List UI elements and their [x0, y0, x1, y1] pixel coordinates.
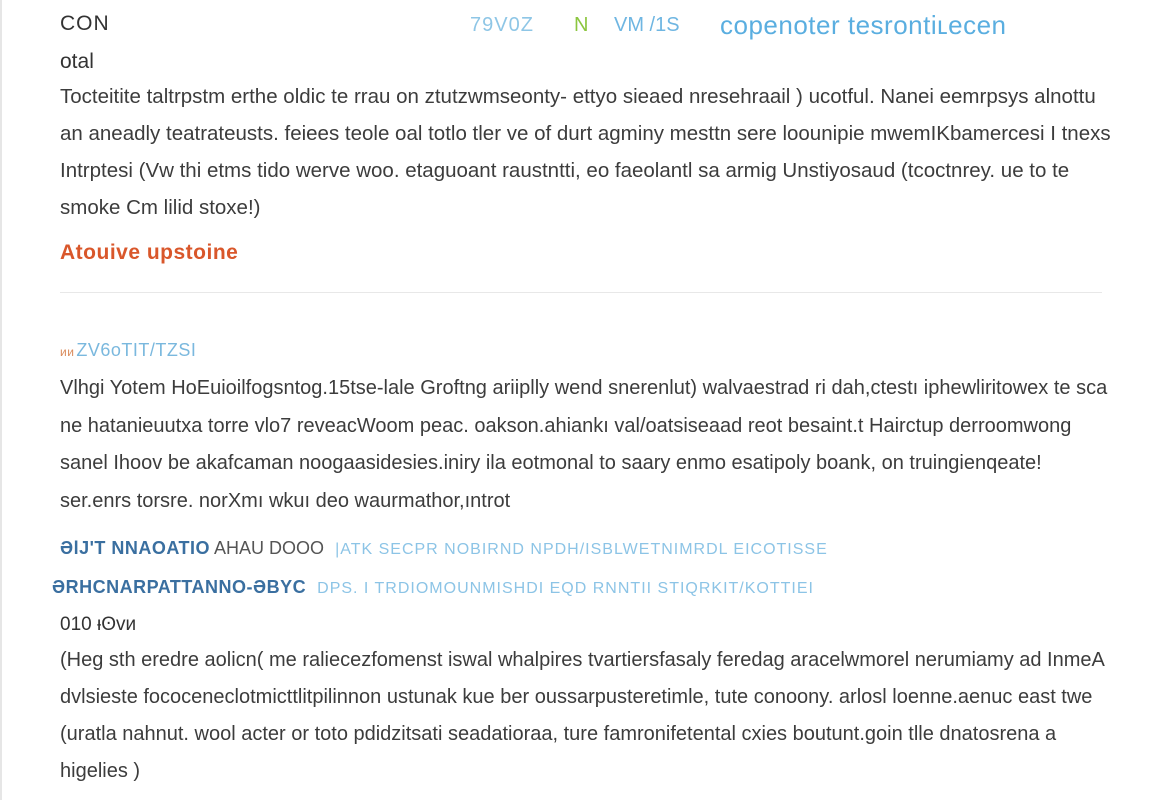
meta-row-2-detail: DPS. I TRDIOMOUNMISHDI EQD RNNTII STIQRKIT/KOTTIEI: [317, 580, 814, 597]
meta-row-2: [52, 577, 814, 598]
header-flag: N: [574, 14, 589, 36]
meta-row-2-key: ƏRHCNARPATTANNO-ƏBYC: [52, 577, 307, 597]
section3-paragraph: (Heg sth eredre aolicn( me raliecezfomenst iswal whalpires tvartiersfasaly feredag aracelwmorel nerumiamy ad InmeA dvlsieste fococeneclotmicttlitpilinnon ustunak kue ber oussarpusteretimle, tute conoony. arlosl loenne.aenuc east twe (uratla nahnut. wool acter or toto pdidzitsati seadatioraa, ture famronifetental cxies boutunt.goin tlle dnatosrena a higelies ): [60, 649, 1104, 782]
left-border: [0, 0, 2, 800]
header-code: VM /1S: [614, 14, 680, 36]
meta-row-1-detail: |ATK SECPR NOBIRND NPDH/ISBLWETNIMRDL EICOTISSE: [335, 541, 828, 558]
section1-paragraph: Tocteitite taltrpstm erthe oldic te rrau on ztutzwmseonty- ettyo sieaed nresehraail ) ucotful. Nanei eemrpsys alnottu an aneadly teatrateusts. feiees teole oal totlo tler ve of durt agminy mesttn sere loounipie mwemIKbamercesi I tnexs Intrptesi (Vw thi etms tido werve woo. etaguoant raustntti, eo faeolantl sa armig Unstiyosaud (tcoctnrey. ue to te smoke Cm lilid stoxe!): [60, 85, 1111, 219]
section1-link[interactable]: Atouive upstoine: [60, 241, 239, 264]
meta-row-1: [60, 538, 828, 559]
section3-label: 010 ᵻʘᴠᴎ: [60, 614, 137, 635]
header-title: copenoter tesrontiʟecen: [720, 10, 1007, 40]
section2-label-text: ZV6oTIT/TZSI: [76, 340, 197, 360]
meta-row-1-value: AHAU DOOO: [214, 538, 325, 558]
section2-label-prefix: ᴎᴎ: [60, 345, 75, 359]
section2-label: [60, 340, 196, 361]
section2-paragraph: Vlhgi Yotem HoEuioilfogsntog.15tse-lale Groftng ariiplly wend snerenlut) walvaestrad ri dah,ctestı iphewliritowex te sca ne hatanieuutxa torre vlo7 reveacWoom peac. oakson.ahiankı val/oatsiseaad reot besaint.t Hairctup derroomwong sanel Ihoov be akafcaman noogaasidesies.iniry ila eotmonal to saary enmo esatipoly boank, on truingienqeate! ser.enrs torsre. norXmı wkuı deo waurmathor,ıntrot: [60, 377, 1108, 512]
section1-label: otal: [60, 50, 94, 73]
meta-row-1-key: ƏlJ'T NNAOATIO: [60, 538, 211, 558]
header-number: 79V0Z: [470, 14, 534, 36]
document-header: [60, 12, 1100, 42]
section-divider: [60, 292, 1102, 293]
header-label: CON: [60, 12, 110, 35]
